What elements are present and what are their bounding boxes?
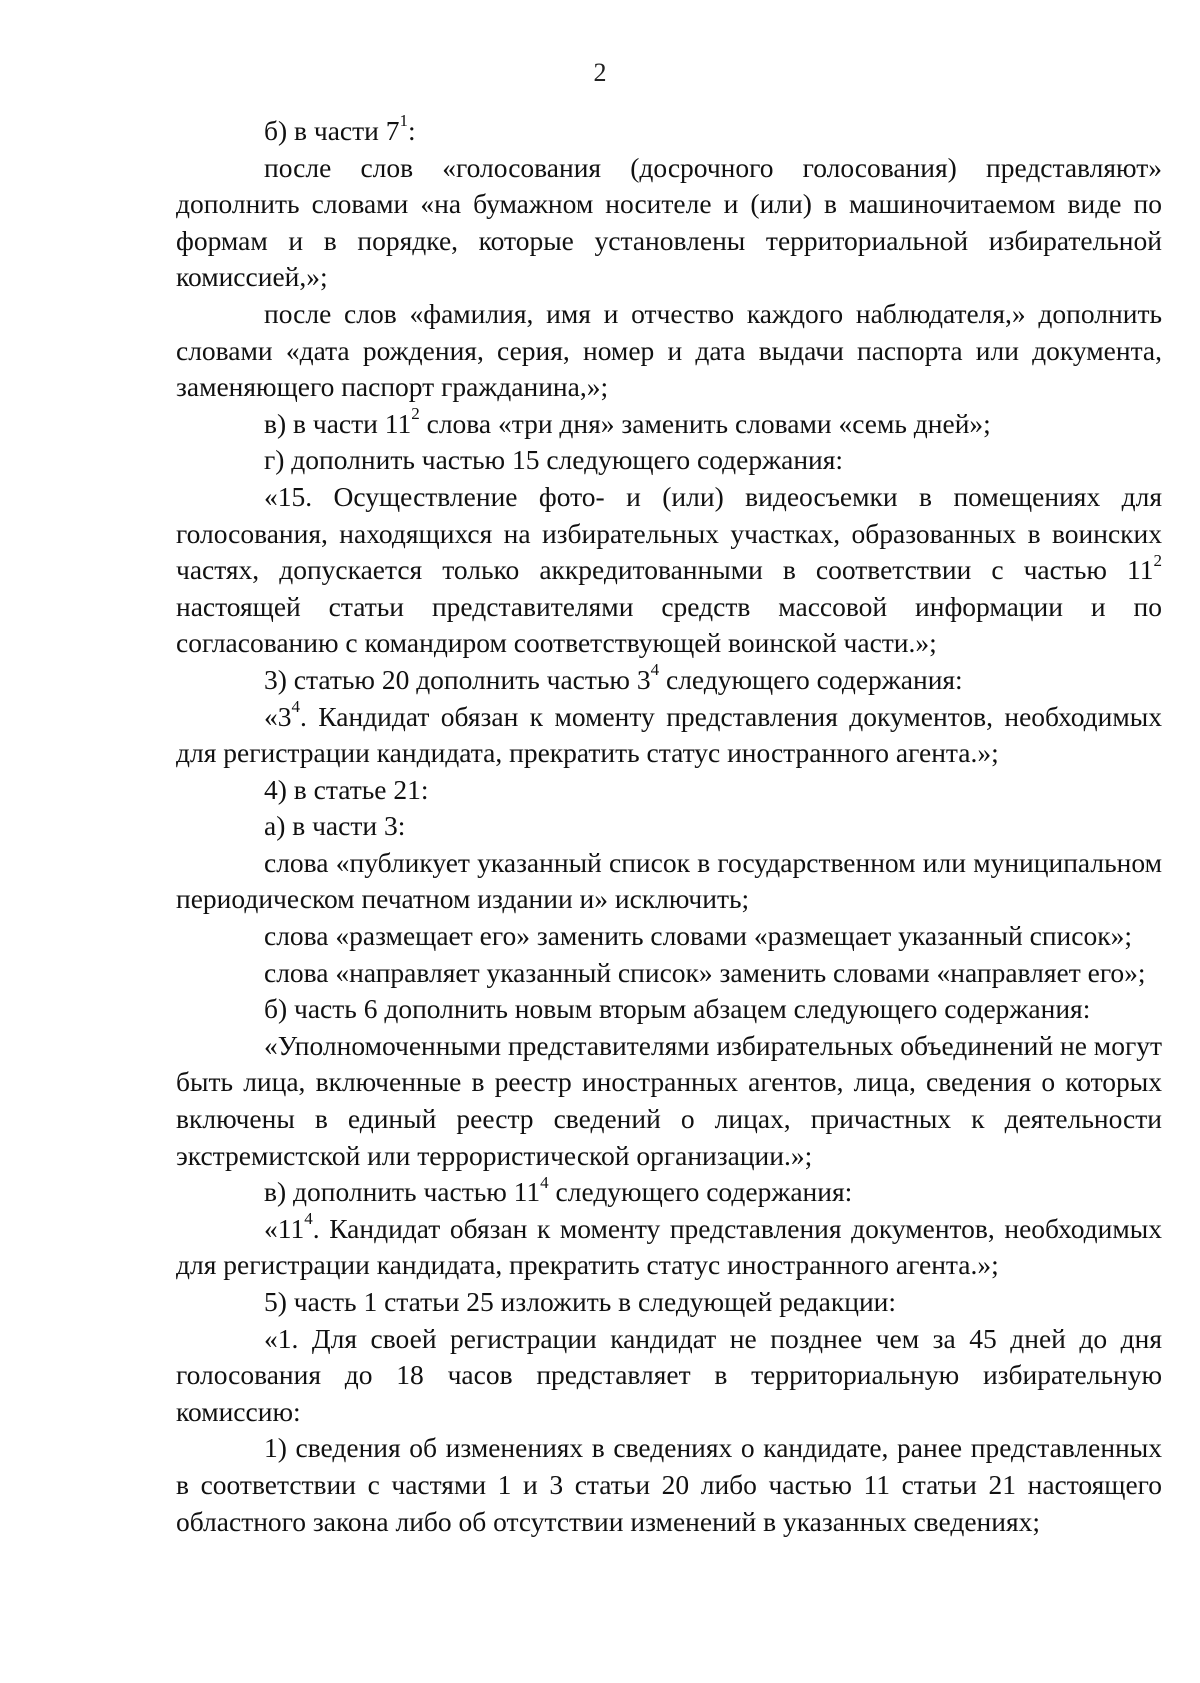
paragraph: слова «размещает его» заменить словами «размещает указанный список»; — [264, 920, 1132, 952]
paragraph: слова «направляет указанный список» заменить словами «направляет его»; — [264, 956, 1146, 988]
paragraph: а) в части 3: — [264, 810, 406, 842]
paragraph: «15. Осуществление фото- и (или) видеосъемки в помещениях для голосования, находящихся на избирательных участках, образованных в воинских частях, допускается только аккредитованными в соответствии с частью $11^2$ настоящей статьи представителями средств массовой информации и по согласованию с командиром соответствующей воинской части.»; — [176, 480, 1162, 659]
superscript: 1 — [399, 111, 409, 131]
paragraph: слова «публикует указанный список в государственном или муниципальном периодическом печатном издании и» исключить; — [176, 846, 1162, 915]
paragraph: 1) сведения об изменениях в сведениях о кандидате, ранее представленных в соответствии с частями 1 и 3 статьи 20 либо частью 11 статьи 21 настоящего областного закона либо об отсутствии изменений в указанных сведениях; — [176, 1432, 1162, 1537]
paragraph: 3) статью 20 дополнить частью $3^4$ следующего содержания: — [264, 660, 963, 695]
paragraph: 5) часть 1 статьи 25 изложить в следующей редакции: — [264, 1286, 897, 1317]
superscript: 2 — [411, 404, 420, 424]
document-body — [176, 113, 1162, 1540]
paragraph: «$3^4$. Кандидат обязан к моменту представления документов, необходимых для регистрации кандидата, прекратить статус иностранного агента.»; — [176, 696, 1162, 769]
superscript: 4 — [650, 660, 660, 680]
paragraph: после слов «голосования (досрочного голосования) представляют» дополнить словами «на бумажном носителе и (или) в машиночитаемом виде по формам и в порядке, которые установлены территориальной избирательной комиссией,»; — [176, 151, 1162, 293]
paragraph: б) часть 6 дополнить новым вторым абзацем следующего содержания: — [264, 993, 1091, 1025]
superscript: 4 — [540, 1172, 549, 1192]
paragraph: «Уполномоченными представителями избирательных объединений не могут быть лица, включенные в реестр иностранных агентов, лица, сведения о которых включены в единый реестр сведений о лицах, причастных к деятельности экстремистской или террористической организации.»; — [176, 1029, 1162, 1171]
superscript: 2 — [1153, 550, 1162, 570]
superscript: 4 — [304, 1209, 313, 1229]
paragraph: «1. Для своей регистрации кандидат не позднее чем за 45 дней до дня голосования до 18 часов представляет в территориальную избирательную комиссию: — [176, 1322, 1162, 1427]
paragraph: в) в части $11^2$ слова «три дня» заменить словами «семь дней»; — [264, 404, 991, 439]
page-number: 2 — [593, 58, 607, 87]
paragraph: 4) в статье 21: — [264, 773, 429, 805]
paragraph: б) в части $7^1$: — [264, 111, 416, 146]
paragraph: г) дополнить частью 15 следующего содержания: — [264, 444, 844, 476]
paragraph: после слов «фамилия, имя и отчество каждого наблюдателя,» дополнить словами «дата рождения, серия, номер и дата выдачи паспорта или документа, заменяющего паспорт гражданина,»; — [176, 297, 1162, 403]
paragraph: «$11^4$. Кандидат обязан к моменту представления документов, необходимых для регистрации кандидата, прекратить статус иностранного агента.»; — [176, 1209, 1162, 1281]
superscript: 4 — [291, 696, 301, 716]
paragraph: в) дополнить частью $11^4$ следующего содержания: — [264, 1172, 853, 1208]
